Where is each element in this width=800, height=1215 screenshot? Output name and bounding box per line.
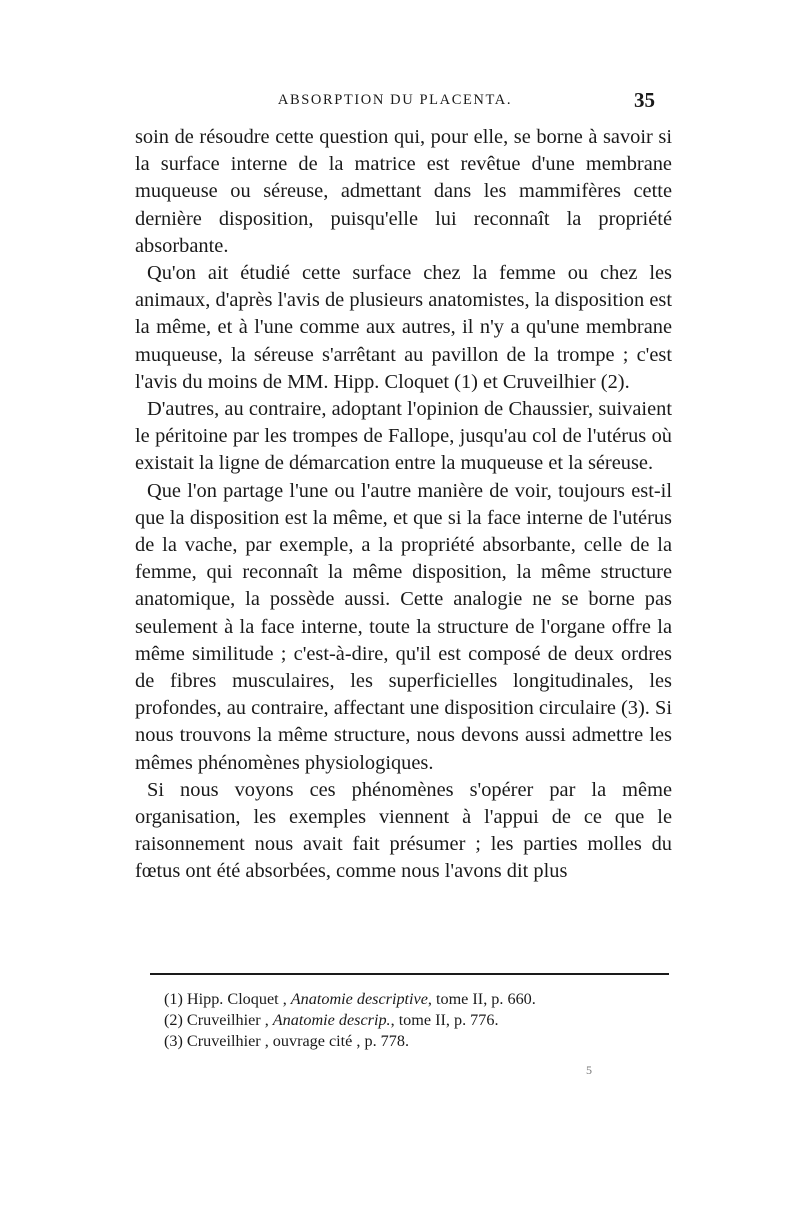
footnote	[164, 989, 644, 1010]
footnote-reference: , tome II, p. 660.	[427, 990, 536, 1008]
paragraph: Si nous voyons ces phénomènes s'opérer par la même organisation, les exemples viennent à l'appui de ce que le raisonnement nous avait fait présumer ; les parties molles du fœtus ont été absorbées, comme nous l'avons dit plus	[135, 778, 672, 883]
body-text	[135, 124, 672, 886]
page-header	[135, 88, 655, 116]
footnote-work-title: Anatomie descrip.	[272, 1011, 391, 1029]
running-head: ABSORPTION DU PLACENTA.	[277, 92, 513, 108]
footnote-marker: (3)	[164, 1032, 183, 1050]
footnote-divider	[150, 973, 669, 975]
footnote	[164, 1010, 644, 1031]
footnote-author: Hipp. Cloquet ,	[186, 990, 287, 1008]
footnote-author: Cruveilhier , ouvrage cité , p. 778.	[186, 1032, 409, 1050]
paragraph: D'autres, au contraire, adoptant l'opinion de Chaussier, suivaient le péritoine par les trompes de Fallope, jusqu'au col de l'utérus où existait la ligne de démarcation entre la muqueuse et la séreuse.	[135, 398, 672, 475]
footnote-work-title: Anatomie descriptive	[290, 990, 428, 1008]
footnote-marker: (1)	[164, 990, 183, 1008]
paragraph: soin de résoudre cette question qui, pour elle, se borne à savoir si la surface interne de la matrice est revêtue d'une membrane muqueuse ou séreuse, admettant dans les mammifères cette dernière disposition, puisqu'elle lui reconnaît la propriété absorbante.	[135, 126, 672, 257]
footnote-reference: , tome II, p. 776.	[390, 1011, 499, 1029]
paragraph: Qu'on ait étudié cette surface chez la femme ou chez les animaux, d'après l'avis de plusieurs anatomistes, la disposition est la même, et à l'une comme aux autres, il n'y a qu'une membrane muqueuse, la séreuse s'arrêtant au pavillon de la trompe ; c'est l'avis du moins de MM. Hipp. Cloquet (1) et Cruveilhier (2).	[135, 262, 672, 393]
page-number: 35	[634, 88, 655, 112]
footnotes	[164, 989, 644, 1052]
paragraph: Que l'on partage l'une ou l'autre manière de voir, toujours est-il que la disposition est la même, et que si la face interne de l'utérus de la vache, par exemple, a la propriété absorbante, celle de la femme, qui reconnaît la même disposition, la même structure anatomique, la possède aussi. Cette analogie ne se borne pas seulement à la face interne, toute la structure de l'organe offre la même similitude ; c'est-à-dire, qu'il est composé de deux ordres de fibres musculaires, les superficielles longitudinales, les profondes, au contraire, affectant une disposition circulaire (3). Si nous trouvons la même structure, nous devons aussi admettre les mêmes phénomènes physiologiques.	[135, 479, 672, 774]
footnote	[164, 1031, 644, 1052]
footnote-author: Cruveilhier ,	[186, 1011, 269, 1029]
footnote-marker: (2)	[164, 1011, 183, 1029]
signature-mark: 5	[586, 1063, 592, 1077]
